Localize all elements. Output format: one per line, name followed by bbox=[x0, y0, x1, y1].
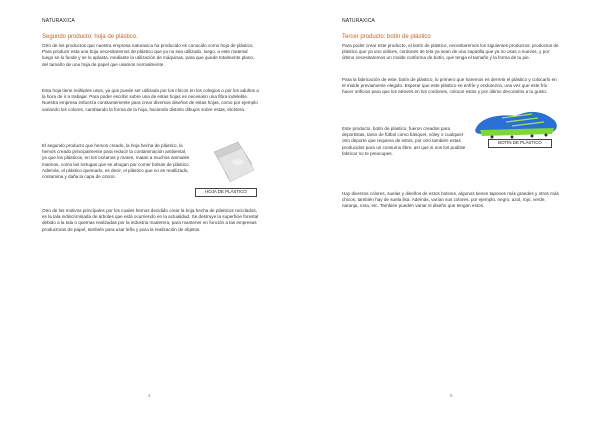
image-caption: BOTÍN DE PLÁSTICO bbox=[488, 139, 552, 148]
paragraph-1: Para poder crear este producto, el botín de plástico, necesitaremos los siguientes productos: productos de plástico que ya uno utilices, cordones de tela ya sean de una zapatilla que ya no usas o nuevos, y por último necesitaremos un molde conforma de botín, que tenga el tamaño y la forma de tu pie. bbox=[342, 43, 559, 61]
page-number: 5 bbox=[450, 393, 453, 398]
section-title: Tercer producto: botín de plástico bbox=[342, 34, 431, 40]
plastic-sheet-image bbox=[208, 140, 258, 186]
plastic-boot-image bbox=[472, 106, 562, 140]
paragraph-4: Otro de los motivos principales por los cuales hemos decidido crear la hoja hecha de plásticos reciclados, es la tala indiscriminada de árboles que está ocurriendo en la actualidad. Se destruye la superficie forestal debido a la tala o quemas realizadas por la industria maderera, para mantener en función a las empresas productoras de papel, también para usar leña y para la realización de objetos. bbox=[42, 208, 259, 232]
paragraph-4: Hay diversos colores, suelas y diseños de estos botines, algunos tienen tapones más grandes y otros más chicos, también hay de suela lisa. Además, varían sus colores, por ejemplo, negro, azul, rojo, verde, naranja, rosa, etc. También pueden variar el diseño que tengan estos. bbox=[342, 191, 559, 209]
paragraph-1: Otro de los productos que nuestra empresa naturaxica ha producido es conocido como hoja de plástico, Para producir esta una hoja necesitaremos de plástico que ya no sea utilizado, luego, a este material luego se lo funde y se lo aplasta, mediante la utilización de máquinas, para que quede totalmente plano, del tamaño de una hoja de papel que usamos normalmente . bbox=[42, 43, 255, 67]
paragraph-3: El segundo producto que hemos creado, la hoja hecha de plástico, la hemos creado principalmente para reducir la contaminación ambiental, ya que los plásticos, en los océanos y mares, matan a muchos animales marinos, como las tortugas que se ahogan por comer bolsas de plástico. Además, el plástico quemado, es decir, el plástico que no es reutilizado, contamina y daña la capa de ozono. bbox=[42, 143, 190, 180]
page-header: NATURAXICA bbox=[342, 18, 375, 24]
right-page bbox=[300, 0, 600, 424]
page-header: NATURAXICA bbox=[42, 18, 75, 24]
section-title: Segundo producto: hoja de plástico. bbox=[42, 34, 138, 40]
paragraph-2: Esta hoja tiene múltiples usos, ya que puede ser utilizada por los chicos en los colegios o por los adultos a la hora de ir a trabajar. Para poder escribir sobre una de estas hojas es necesario una fibra indeleble. Nuestra empresa esfuerza constantemente para crear diversos diseños de estas hojas, como por ejemplo variando los colores, cambiando la forma de la hoja, haciendo distinto dibujos sobre estas, etcétera. bbox=[42, 88, 259, 112]
image-caption: HOJA DE PLÁSTICO bbox=[195, 188, 257, 197]
page-number: 4 bbox=[148, 393, 151, 398]
paragraph-3: Este producto, botín de plástico, fueron creados para deportistas, tanto de fútbol como básquet, vóley o cualquier otro deporte que requiera de estos, por otro también estas producidos para un consumo libre, así que si nos los pudiste fabricar no te preocupes. bbox=[342, 126, 466, 156]
paragraph-2: Para la fabricación de este, botín de plástico, lo primero que haremos es derretir el plástico y colocarlo en el molde previamente elegido. Esperar que este plástico se enfríe y endurezca, una vez que este frío hacer orificios para que los atreves en los cordones, colocar estos y por último decorarlos a tu gusto. bbox=[342, 77, 557, 95]
